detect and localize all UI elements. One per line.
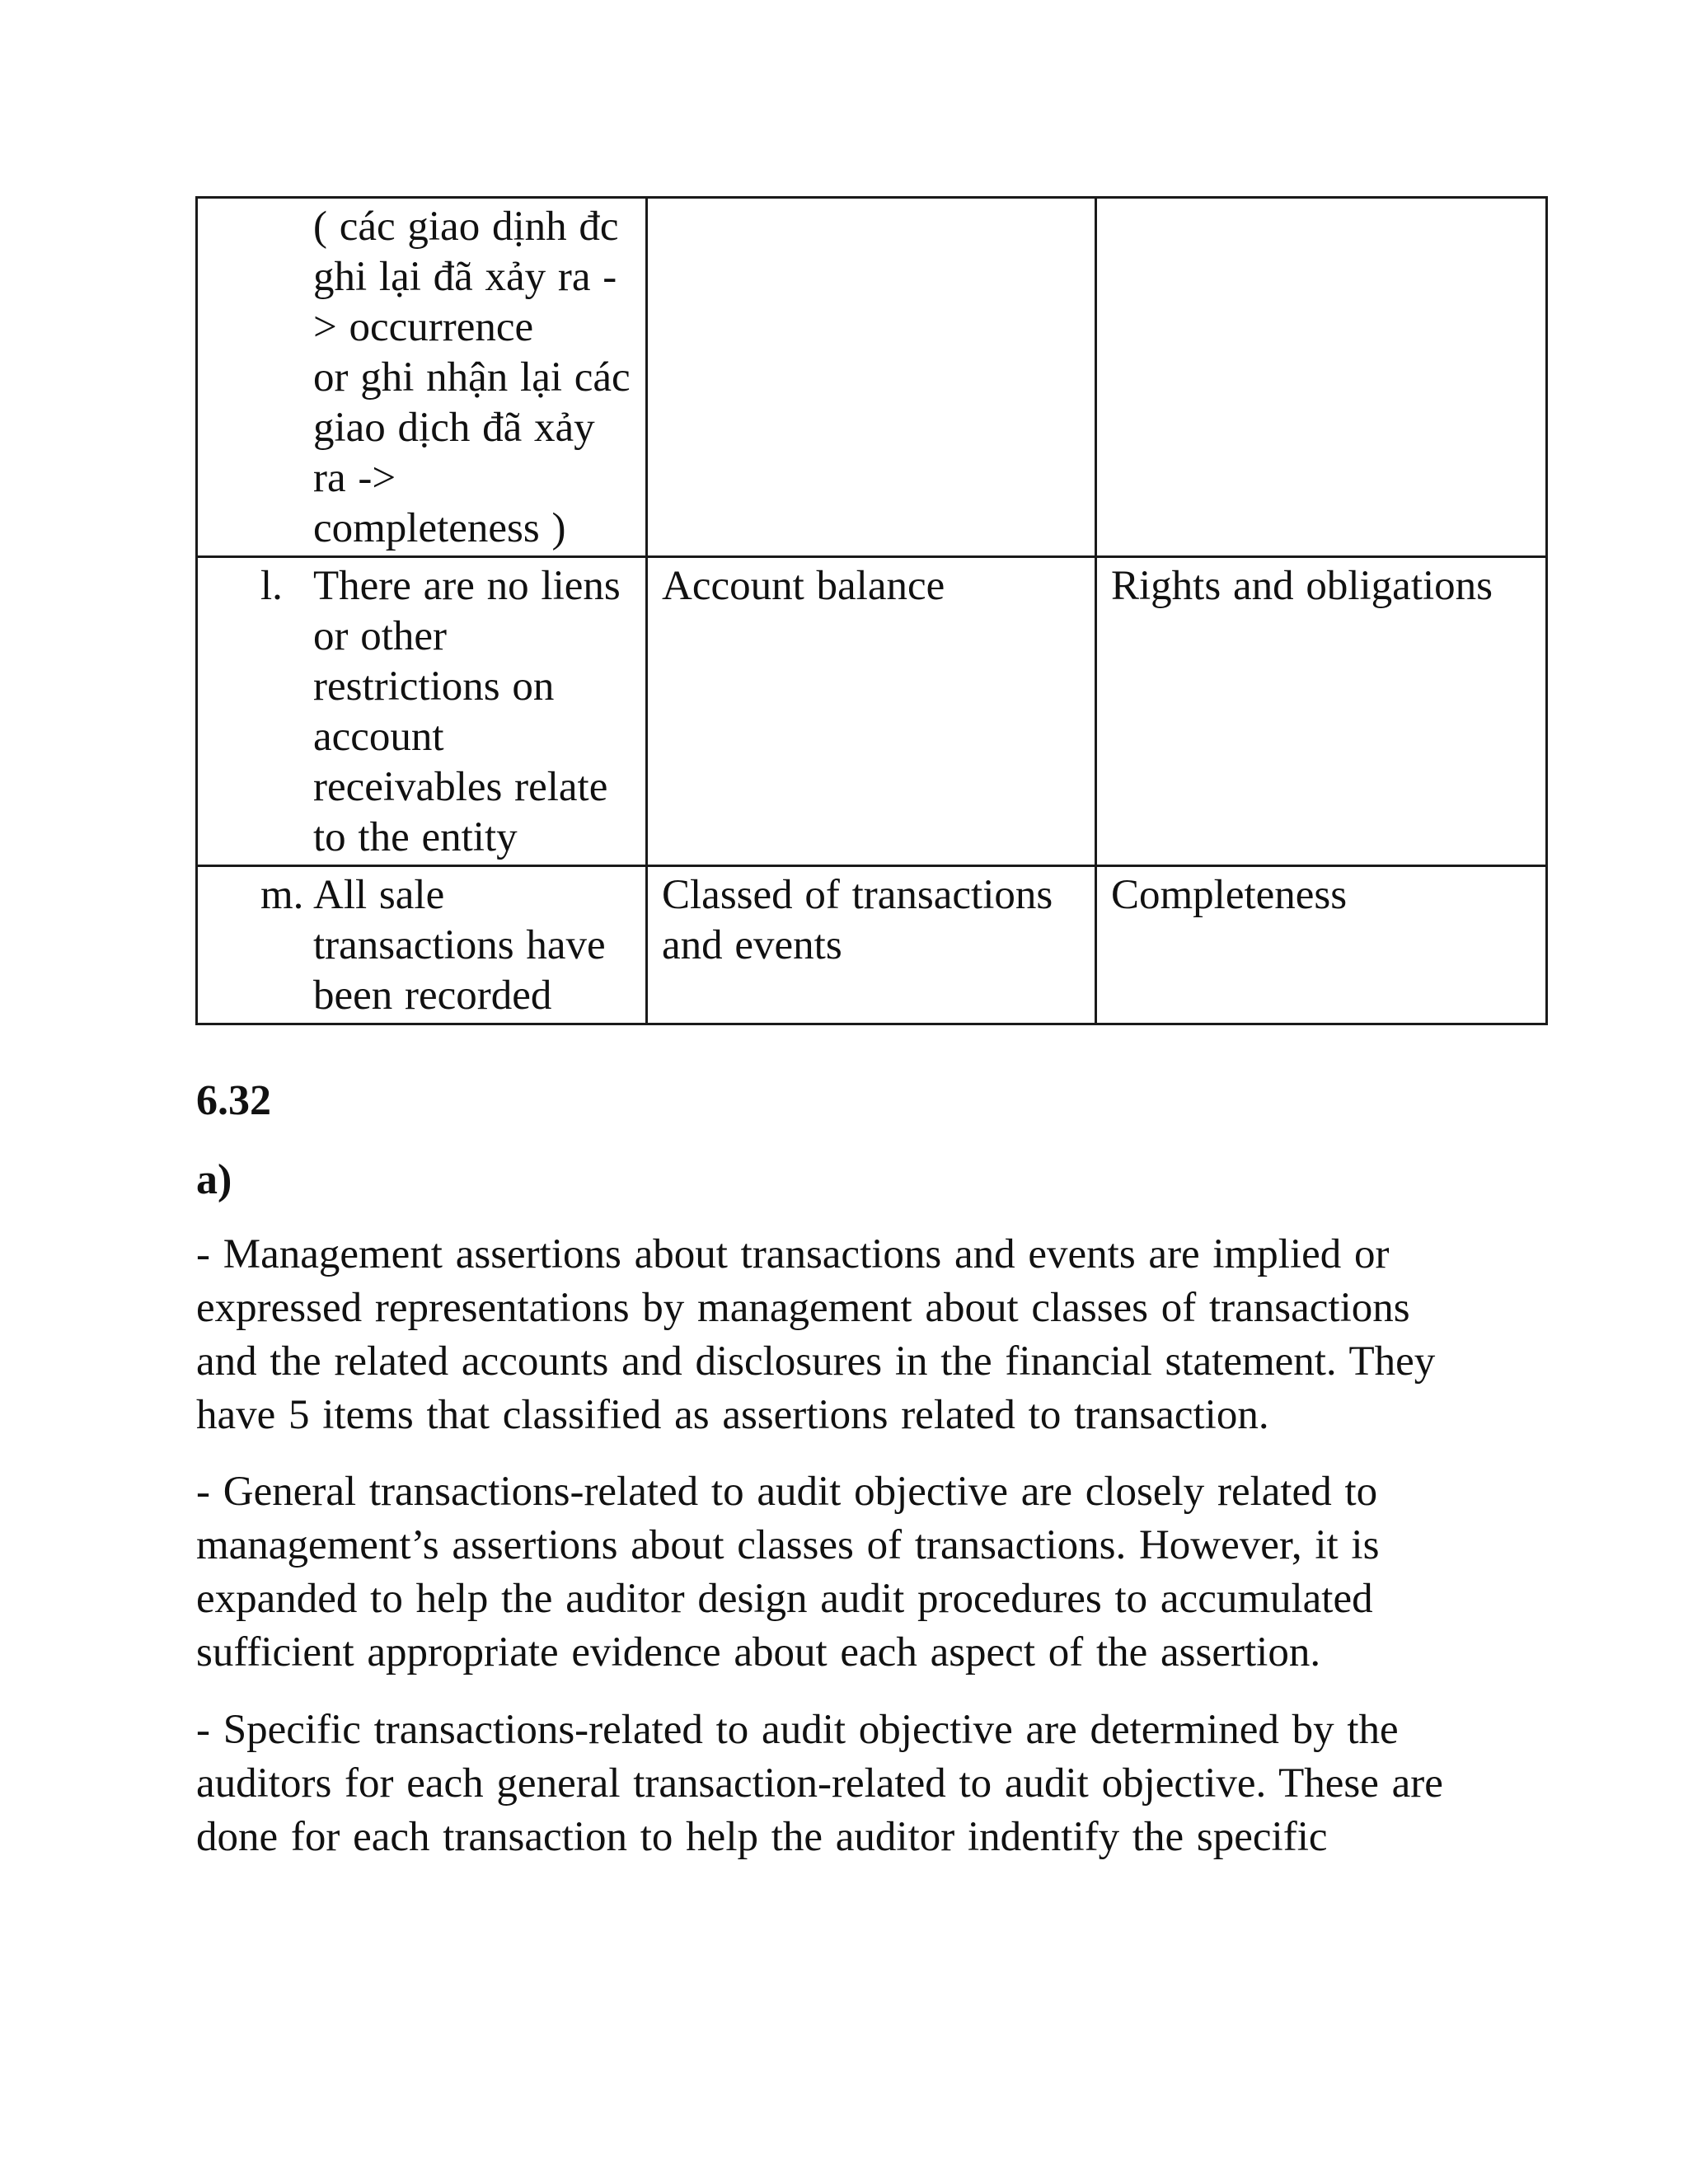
category-text: Account balance: [662, 563, 945, 609]
paragraph: - Specific transactions-related to audit objective are determined by the auditors for each general transaction-related to audit objective. These are done for each transaction to help the auditor indentify the specific: [196, 1707, 1443, 1860]
category-cell: [647, 198, 1096, 557]
item-text: There are no liens or other restrictions on account receivables relate to the entity: [313, 563, 621, 860]
item-text: ( các giao dịnh đc ghi lại đã xảy ra - > occurrence or ghi nhận lại các giao dịch đã xảy ra -> completeness ): [313, 204, 631, 551]
item-cell: [197, 866, 647, 1024]
paragraph: - General transactions-related to audit objective are closely related to management’s assertions about classes of transactions. However, it is expanded to help the auditor design audit procedures to accumulated sufficient appropriate evidence about each aspect of the assertion.: [196, 1469, 1380, 1675]
paragraph: - Management assertions about transactions and events are implied or expressed representations by management about classes of transactions and the related accounts and disclosures in the financial statement. They have 5 items that classified as assertions related to transaction.: [196, 1231, 1436, 1438]
assertion-cell: [1096, 557, 1547, 866]
subsection-label: a): [196, 1156, 232, 1203]
table-row: [197, 198, 1547, 557]
assertion-text: Completeness: [1111, 872, 1348, 918]
item-cell: [197, 198, 647, 557]
assertion-cell: [1096, 866, 1547, 1024]
assertions-table: [195, 196, 1548, 1025]
table-row: [197, 866, 1547, 1024]
item-cell: [197, 557, 647, 866]
category-cell: [647, 557, 1096, 866]
item-text: All sale transactions have been recorded: [313, 872, 606, 1019]
category-text: Classed of transactions and events: [662, 872, 1053, 968]
category-text: [648, 199, 1095, 204]
assertion-text: [1097, 199, 1545, 204]
table-row: [197, 557, 1547, 866]
item-marker: m.: [260, 872, 304, 918]
section-number: 6.32: [196, 1077, 271, 1124]
assertion-text: Rights and obligations: [1111, 563, 1493, 609]
category-cell: [647, 866, 1096, 1024]
item-marker: l.: [260, 563, 283, 609]
assertion-cell: [1096, 198, 1547, 557]
